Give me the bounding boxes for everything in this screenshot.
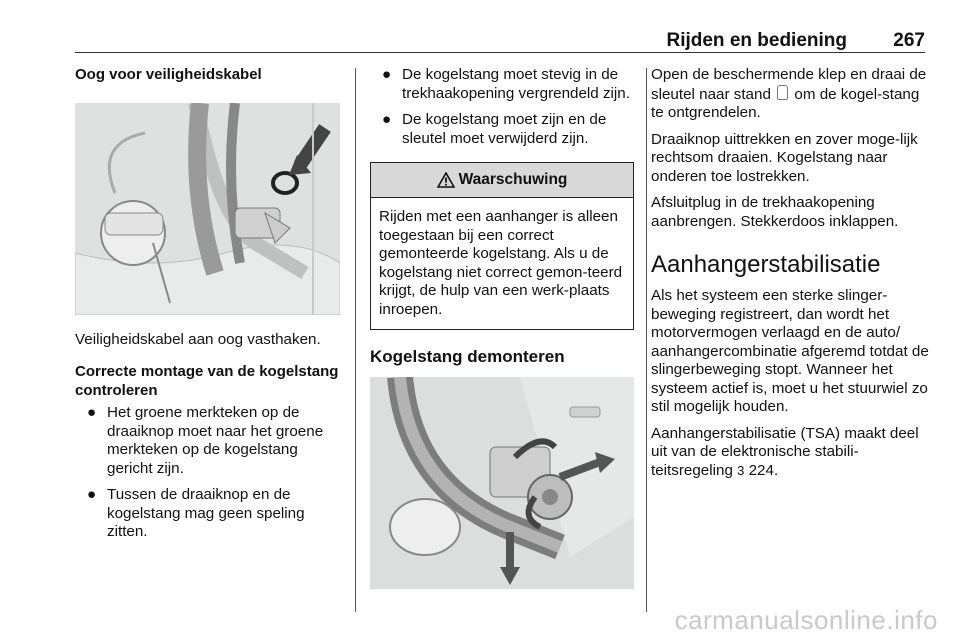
heading-remove-towbar: Kogelstang demonteren bbox=[370, 347, 565, 366]
check-list bbox=[75, 404, 340, 542]
column-3 bbox=[651, 66, 929, 488]
requirement-list bbox=[370, 66, 634, 148]
page-header bbox=[75, 24, 925, 53]
heading-trailer-stability: Aanhangerstabilisatie bbox=[651, 251, 881, 278]
warning-triangle-icon bbox=[437, 172, 455, 188]
list-item: ● Tussen de draaiknop en de kogelstang mag geen speling zitten. bbox=[87, 486, 305, 540]
column-2 bbox=[370, 66, 634, 589]
section-title: Rijden en bediening bbox=[666, 30, 847, 51]
heading-check-mounting: Correcte montage van de kogelstang controleren bbox=[75, 363, 339, 399]
column-1 bbox=[75, 66, 340, 550]
paragraph-unlock: Open de beschermende klep en draai de sleutel naar stand om de kogel-stang te ontgrendelen. bbox=[651, 66, 927, 121]
column-divider bbox=[355, 68, 356, 612]
reference-arrow: 3 bbox=[737, 462, 745, 478]
bullet: ● bbox=[87, 404, 97, 421]
paragraph-trailer-stability: Als het systeem een sterke slinger-beweging registreert, dan wordt het motorvermogen verlaagd en de auto/ aanhangercombinatie afgeremd totdat de slingerbeweging stopt. Wanneer het systeem actief is, moet u het stuurwiel zo stil mogelijk houden. bbox=[651, 287, 929, 415]
watermark: carmanualsonline.info bbox=[674, 605, 938, 635]
reference-page[interactable]: 224. bbox=[748, 461, 779, 479]
bullet: ● bbox=[382, 111, 392, 128]
heading-safety-cable-eye: Oog voor veiligheidskabel bbox=[75, 66, 262, 83]
illustration-safety-cable-eye bbox=[75, 103, 340, 315]
unlock-position-icon bbox=[777, 85, 788, 100]
bullet: ● bbox=[382, 66, 392, 83]
page-number: 267 bbox=[893, 30, 925, 51]
paragraph-pull-knob: Draaiknop uittrekken en zover moge-lijk rechtsom draaien. Kogelstang naar onderen toe lostrekken. bbox=[651, 130, 918, 185]
paragraph-plug: Afsluitplug in de trekhaakopening aanbrengen. Stekkerdoos inklappen. bbox=[651, 194, 899, 230]
list-item: ● De kogelstang moet zijn en de sleutel moet verwijderd zijn. bbox=[382, 111, 607, 147]
warning-text: Rijden met een aanhanger is alleen toegestaan bij een correct gemonteerde kogelstang. Als u de kogelstang niet correct gemon-teerd krijgt, de hulp van een werk-plaats inroepen. bbox=[379, 208, 623, 318]
illustration-remove-towbar bbox=[370, 377, 634, 589]
image-caption: Veiligheidskabel aan oog vasthaken. bbox=[75, 330, 321, 348]
warning-title: Waarschuwing bbox=[371, 163, 633, 198]
list-item: ● De kogelstang moet stevig in de trekhaakopening vergrendeld zijn. bbox=[382, 66, 630, 102]
list-item: ● Het groene merkteken op de draaiknop moet naar het groene merkteken op de kogelstang gericht zijn. bbox=[87, 404, 324, 477]
column-divider bbox=[646, 68, 647, 612]
warning-box bbox=[370, 162, 634, 330]
paragraph-tsa: Aanhangerstabilisatie (TSA) maakt deel uit van de elektronische stabili-teitsregeling 3 224. bbox=[651, 424, 919, 479]
bullet: ● bbox=[87, 486, 97, 503]
